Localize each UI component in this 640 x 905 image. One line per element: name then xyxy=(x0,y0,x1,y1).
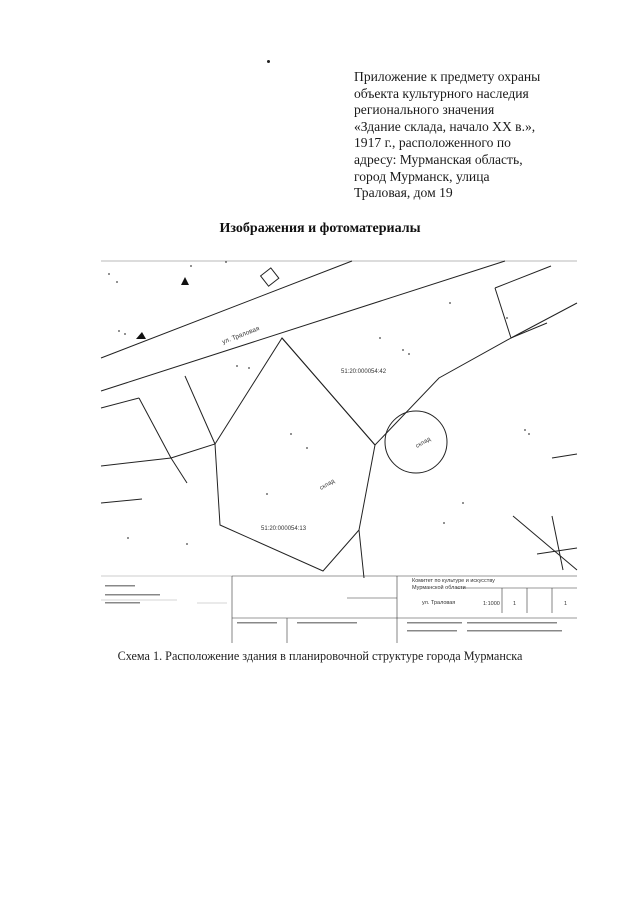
figure-caption: Схема 1. Расположение здания в планировочной структуре города Мурманска xyxy=(117,649,523,663)
title-block-org-2: Мурманской области xyxy=(412,585,466,591)
appendix-line: регионального значения xyxy=(354,102,495,118)
building-line xyxy=(101,499,142,503)
building-line xyxy=(101,458,171,466)
title-block-faint-text xyxy=(105,585,562,632)
building-outline xyxy=(139,376,215,458)
title-block-org-1: Комитет по культуре и искусству xyxy=(412,578,495,584)
survey-marks xyxy=(108,261,530,545)
title-block-name: ул. Траловая xyxy=(422,600,456,606)
small-building xyxy=(261,268,279,286)
title-block xyxy=(101,576,577,643)
edge-line xyxy=(552,516,563,570)
street-label: ул. Траловая xyxy=(221,325,261,346)
parcel-42-boundary xyxy=(282,338,511,445)
road-line xyxy=(495,266,551,288)
section-heading: Изображения и фотоматериалы xyxy=(219,221,421,236)
appendix-line: объекта культурного наследия xyxy=(354,85,529,101)
appendix-line: Траловая, дом 19 xyxy=(354,185,453,201)
building-line xyxy=(101,398,139,408)
appendix-note xyxy=(354,69,604,202)
road-line xyxy=(511,303,577,338)
building-label: склад xyxy=(319,478,336,492)
road-line xyxy=(359,530,364,578)
triangle-marker xyxy=(136,332,146,339)
parcel-label-13: 51:20:000054:13 xyxy=(261,526,307,532)
parcel-label-42: 51:20:000054:42 xyxy=(341,369,387,375)
parcel-42-east xyxy=(495,288,547,338)
edge-line xyxy=(513,516,577,570)
appendix-line: адресу: Мурманская область, xyxy=(354,151,523,167)
appendix-line: город Мурманск, улица xyxy=(354,168,490,184)
stray-dot xyxy=(267,60,270,63)
appendix-line: 1917 г., расположенного по xyxy=(354,135,511,151)
circular-structure xyxy=(385,411,447,473)
title-block-scale: 1:1000 xyxy=(483,601,500,607)
site-plan-map xyxy=(97,258,582,643)
title-block-sheet: 1 xyxy=(513,601,517,607)
street-edge-lower xyxy=(101,261,505,391)
appendix-line: «Здание склада, начало XX в.», xyxy=(354,118,536,134)
circle-label: склад xyxy=(415,436,432,450)
edge-line xyxy=(552,454,577,458)
appendix-line: Приложение к предмету охраны xyxy=(354,69,541,84)
building-line xyxy=(171,458,187,483)
title-block-sheets: 1 xyxy=(564,601,568,607)
triangle-marker xyxy=(181,277,189,285)
